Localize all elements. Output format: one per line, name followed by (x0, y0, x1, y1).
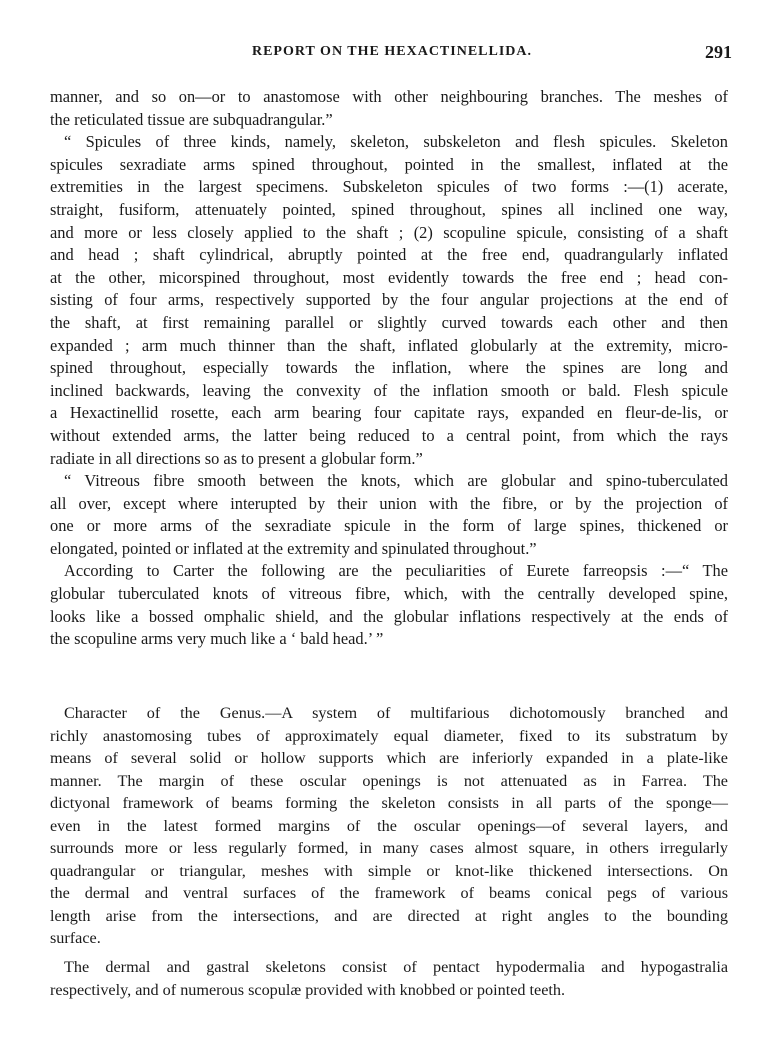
running-title: REPORT ON THE HEXACTINELLIDA. (251, 44, 533, 59)
text-line: inclined backwards, leaving the convexity of the inflation smooth or bald. Flesh spicule (50, 380, 728, 400)
text-line: without extended arms, the latter being reduced to a central point, from which the rays (50, 425, 728, 445)
text-line: and head ; shaft cylindrical, abruptly pointed at the free end, quadrangularly inflated (50, 245, 728, 265)
text-line: quadrangular or triangular, meshes with simple or knot-like thickened intersections. On (50, 861, 728, 880)
text-line: surface. (50, 929, 101, 947)
text-line: a Hexactinellid rosette, each arm bearing four capitate rays, expanded en fleur-de-lis, or (50, 403, 728, 423)
text-line: the shaft, at first remaining parallel or slightly curved towards each other and then (50, 312, 728, 332)
text-line: at the other, micorspined throughout, most evidently towards the free end ; head con- (50, 267, 728, 287)
text-line: manner, and so on—or to anastomose with other neighbouring branches. The meshes of (50, 87, 728, 106)
text-line: length arise from the intersections, and are directed at right angles to the bounding (50, 906, 728, 925)
text-line: “ Vitreous fibre smooth between the knots, which are globular and spino-tuberculated (64, 471, 728, 491)
skeleton-paragraph (50, 956, 728, 1001)
text-line: radiate in all directions so as to present a globular form.” (50, 448, 423, 468)
text-line: The dermal and gastral skeletons consist of pentact hypodermalia and hypogastralia (64, 958, 728, 976)
text-line: all over, except where interupted by their union with the fibre, or by the projection of (50, 493, 728, 513)
text-line: extremities in the largest specimens. Subskeleton spicules of two forms :—(1) acerate, (50, 177, 728, 197)
text-line: the scopuline arms very much like a ‘ bald head.’ ” (50, 629, 384, 649)
text-line: richly anastomosing tubes of approximately equal diameter, fixed to its substratum by (50, 726, 728, 745)
text-line: According to Carter the following are the peculiarities of Eurete farreopsis :—“ The (64, 561, 728, 581)
text-line: one or more arms of the sexradiate spicule in the form of large spines, thickened or (50, 516, 728, 536)
text-line: sisting of four arms, respectively supported by the four angular projections at the end of (50, 290, 728, 310)
text-line: even in the latest formed margins of the oscular openings—of several layers, and (50, 816, 728, 835)
page-header (52, 44, 732, 68)
text-line: dictyonal framework of beams forming the skeleton consists in all parts of the sponge— (50, 794, 728, 812)
text-line: means of several solid or hollow supports which are inferiorly expanded in a plate-like (50, 749, 728, 767)
text-line: manner. The margin of these oscular openings is not attenuated as in Farrea. The (50, 771, 728, 790)
text-line: surrounds more or less regularly formed, in many cases almost square, in others irregularly (50, 839, 728, 857)
text-line: straight, fusiform, attenuately pointed, spined throughout, spines all inclined one way, (50, 199, 728, 219)
text-line: expanded ; arm much thinner than the shaft, inflated globularly at the extremity, micro- (50, 335, 728, 355)
text-line: respectively, and of numerous scopulæ provided with knobbed or pointed teeth. (50, 980, 566, 999)
text-line: spicules sexradiate arms spined throughout, pointed in the smallest, inflated at the (50, 154, 728, 174)
text-line: looks like a bossed omphalic shield, and the globular inflations respectively at the ends of (50, 606, 728, 626)
text-line: “ Spicules of three kinds, namely, skeleton, subskeleton and flesh spicules. Skeleton (64, 132, 728, 152)
text-line: spined throughout, especially towards the inflation, where the spines are long and (50, 358, 728, 378)
page-number: 291 (705, 42, 732, 62)
text-line: and more or less closely applied to the shaft ; (2) scopuline spicule, consisting of a shaft (50, 222, 728, 242)
quoted-description-section (50, 86, 728, 651)
genus-character-section (50, 702, 728, 950)
text-line: globular tuberculated knots of vitreous fibre, which, with the centrally developed spine, (50, 584, 728, 604)
text-line: the reticulated tissue are subquadrangular.” (50, 109, 333, 129)
text-line: elongated, pointed or inflated at the extremity and spinulated throughout.” (50, 538, 537, 558)
text-line: the dermal and ventral surfaces of the framework of beams conical pegs of various (50, 884, 728, 902)
text-line: Character of the Genus.—A system of multifarious dichotomously branched and (64, 704, 728, 722)
